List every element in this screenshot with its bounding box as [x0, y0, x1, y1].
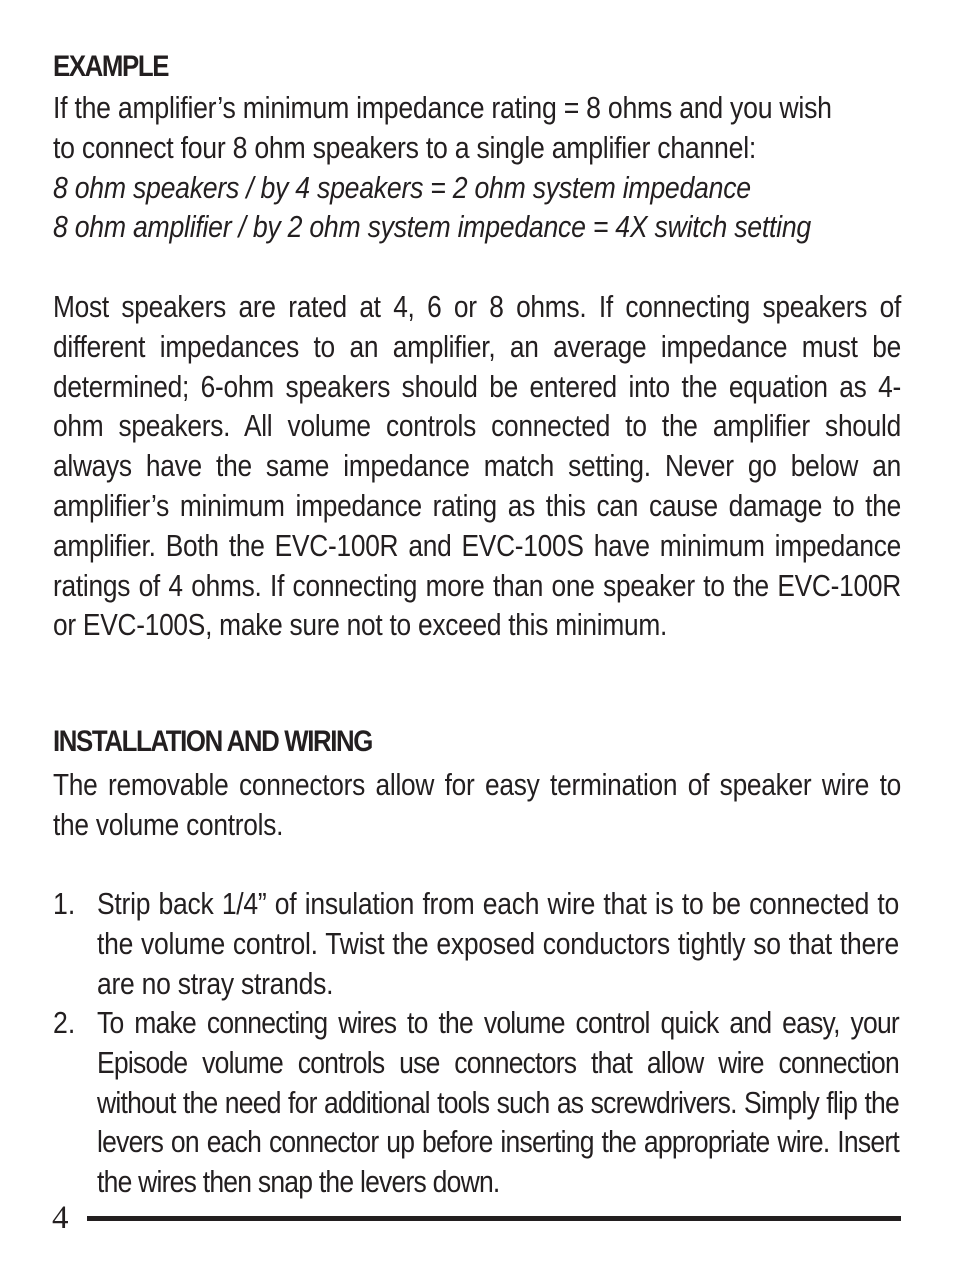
step-number: 1. [53, 886, 76, 921]
example-heading: EXAMPLE [53, 50, 169, 83]
footer-rule [87, 1216, 901, 1221]
example-line-1: If the amplifier’s minimum impedance rating = 8 ohms and you wish [53, 90, 832, 125]
installation-intro: The removable connectors allow for easy termination of speaker wire to the volume controls. [53, 767, 901, 842]
impedance-paragraph: Most speakers are rated at 4, 6 or 8 ohms. If connecting speakers of different impedances to an amplifier, an average impedance must be determined; 6-ohm speakers should be entered into the equation as 4-ohm speakers. All volume controls connected to the amplifier should always have the same impedance match setting. Never go below an amplifier’s minimum impedance rating as this can cause damage to the amplifier. Both the EVC-100R and EVC-100S have minimum impedance ratings of 4 ohms. If connecting more than one speaker to the EVC-100R or EVC-100S, make sure not to exceed this minimum. [53, 289, 901, 643]
example-formula-1: 8 ohm speakers / by 4 speakers = 2 ohm system impedance [53, 170, 751, 205]
example-formula-2: 8 ohm amplifier / by 2 ohm system impedance = 4X switch setting [53, 209, 811, 244]
step-text: Strip back 1/4” of insulation from each wire that is to be connected to the volume control. Twist the exposed conductors tightly so that there are no stray strands. [97, 886, 899, 1001]
installation-heading: INSTALLATION AND WIRING [53, 725, 373, 758]
step-number: 2. [53, 1005, 76, 1040]
example-line-2: to connect four 8 ohm speakers to a single amplifier channel: [53, 130, 757, 165]
step-text: To make connecting wires to the volume control quick and easy, your Episode volume controls use connectors that allow wire connection without the need for additional tools such as screwdrivers. Simply flip the levers on each connector up before inserting the appropriate wire. Insert the wires then snap the levers down. [97, 1005, 899, 1200]
page-number: 4 [52, 1200, 69, 1236]
